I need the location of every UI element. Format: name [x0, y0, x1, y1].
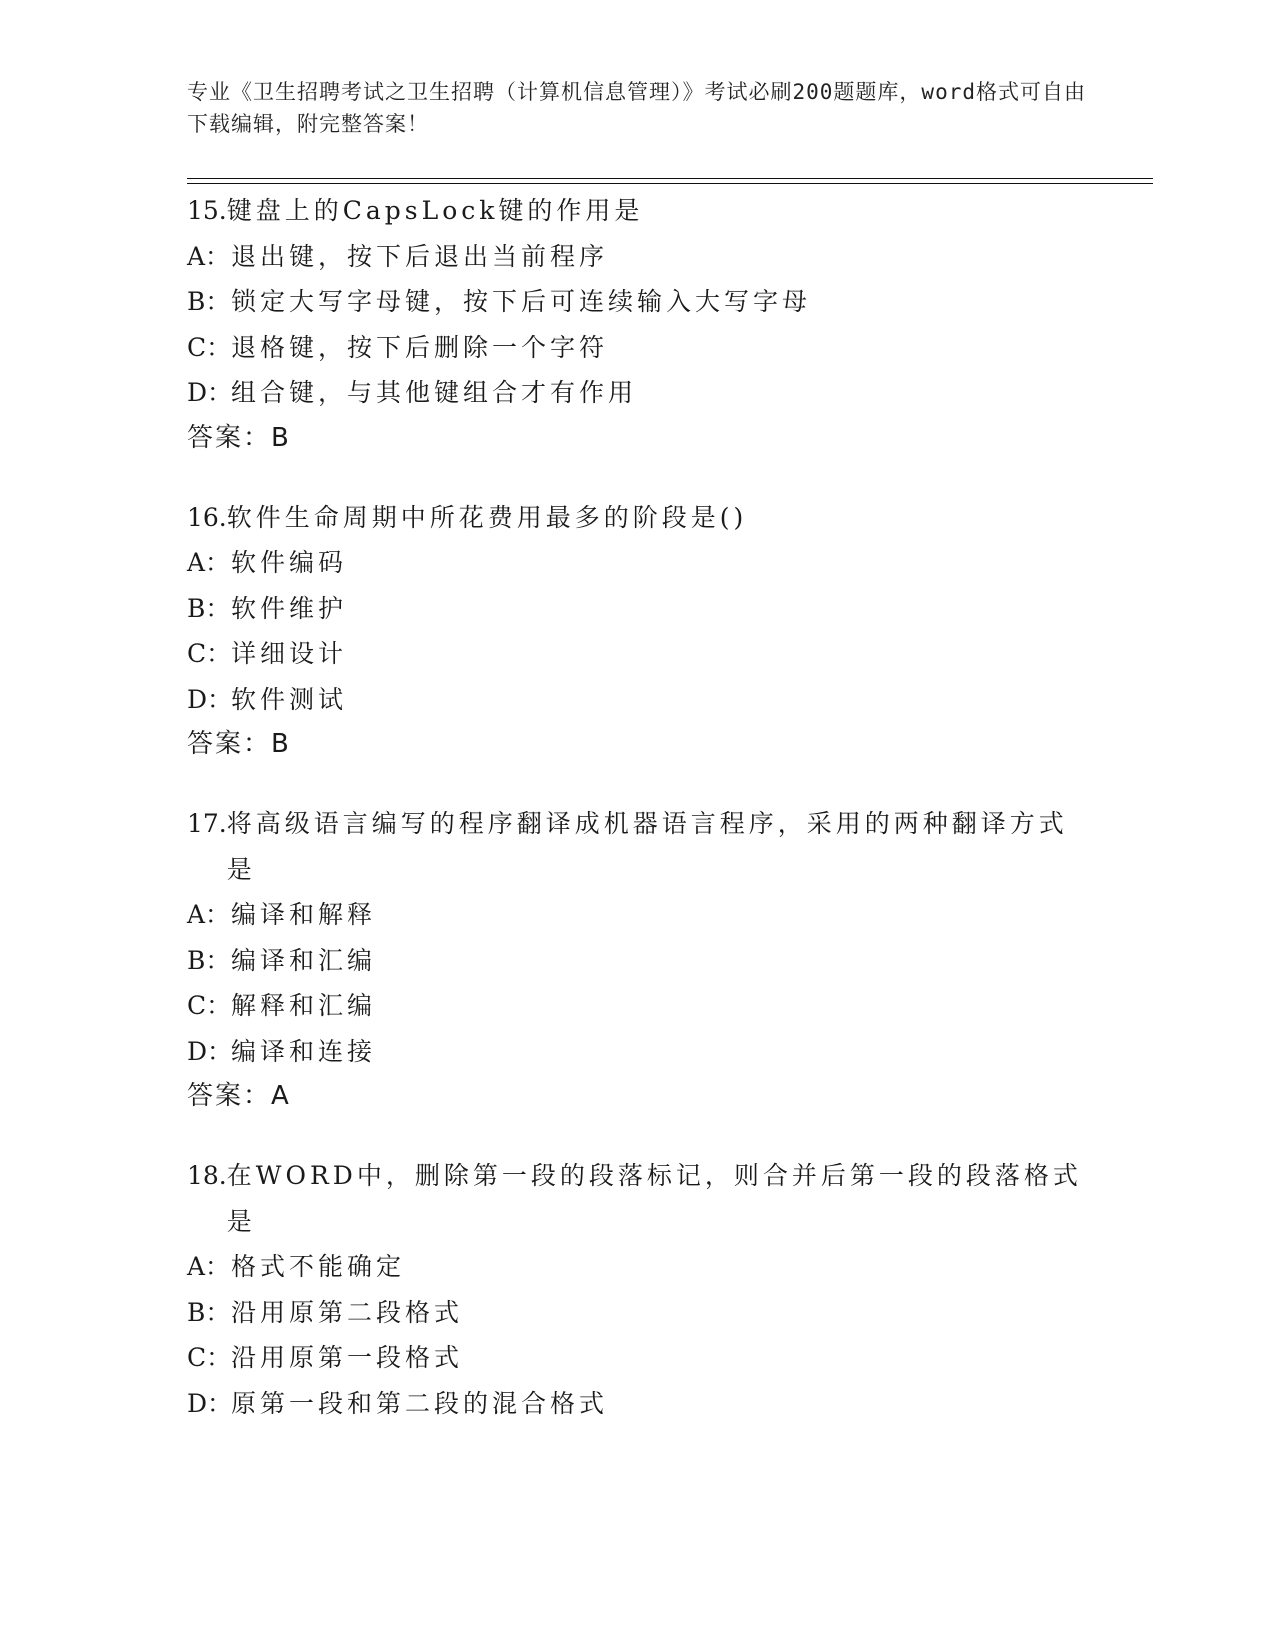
option-key: B： — [187, 593, 231, 623]
answer-key: 答案：B — [187, 729, 291, 759]
option-key: B： — [187, 945, 231, 975]
answer-option — [187, 983, 1087, 1029]
answer-option — [187, 892, 1087, 938]
option-text: 编译和汇编 — [231, 945, 377, 975]
option-text: 详细设计 — [231, 639, 348, 668]
answer-option — [187, 1381, 1087, 1427]
question-number: 18. — [187, 1161, 227, 1190]
question-text: 将高级语言编写的程序翻译成机器语言程序，采用的两种翻译方式是 — [226, 809, 1068, 884]
option-key: D： — [187, 1036, 233, 1066]
document-header: 专业《卫生招聘考试之卫生招聘（计算机信息管理）》考试必刷200题题库，word格式可自由下载编辑，附完整答案！ — [187, 80, 1086, 136]
option-key: B： — [187, 1297, 231, 1327]
option-key: A： — [187, 1252, 231, 1281]
option-key: D： — [187, 378, 233, 407]
answer-option — [187, 1244, 1087, 1290]
option-key: C： — [187, 332, 232, 362]
answer-option — [187, 540, 1087, 586]
option-text: 软件测试 — [231, 684, 348, 714]
question-number: 16. — [187, 502, 227, 532]
question-number: 15. — [187, 196, 227, 225]
option-text: 沿用原第一段格式 — [231, 1343, 464, 1372]
question-stem — [187, 188, 1087, 234]
option-key: D： — [187, 684, 233, 714]
question-item — [187, 495, 1087, 768]
option-text: 格式不能确定 — [231, 1252, 406, 1281]
question-list — [187, 188, 1087, 1460]
option-key: C： — [187, 639, 232, 668]
question-item — [187, 188, 1087, 461]
option-key: A： — [187, 900, 231, 929]
option-text: 编译和解释 — [231, 900, 377, 929]
answer-key: 答案：B — [187, 422, 291, 453]
option-key: C： — [187, 1343, 232, 1372]
answer-option — [187, 631, 1087, 677]
option-text: 退出键，按下后退出当前程序 — [231, 241, 609, 271]
question-stem — [187, 495, 1087, 541]
question-item — [187, 1153, 1087, 1426]
question-stem — [187, 1153, 1087, 1244]
option-text: 解释和汇编 — [231, 991, 377, 1020]
question-text: 键盘上的CapsLock键的作用是 — [226, 196, 644, 225]
answer-option — [187, 586, 1087, 632]
question-number: 17. — [187, 809, 227, 838]
option-text: 沿用原第二段格式 — [231, 1297, 464, 1327]
option-key: C： — [187, 991, 232, 1020]
answer-key: 答案：A — [187, 1081, 291, 1111]
answer-option — [187, 234, 1087, 280]
option-text: 组合键，与其他键组合才有作用 — [231, 378, 638, 407]
option-text: 锁定大写字母键，按下后可连续输入大写字母 — [231, 287, 812, 316]
question-stem — [187, 801, 1087, 892]
option-text: 原第一段和第二段的混合格式 — [231, 1388, 609, 1418]
answer-option — [187, 1029, 1087, 1075]
header-rule-bottom — [187, 183, 1153, 184]
answer-option — [187, 1290, 1087, 1336]
option-key: D： — [187, 1388, 233, 1418]
option-text: 退格键，按下后删除一个字符 — [231, 332, 609, 362]
answer-option — [187, 938, 1087, 984]
option-key: B： — [187, 287, 231, 316]
option-key: A： — [187, 241, 231, 271]
answer-option — [187, 325, 1087, 371]
option-text: 软件维护 — [231, 593, 348, 623]
option-text: 软件编码 — [231, 548, 348, 577]
question-text: 在WORD中，删除第一段的段落标记，则合并后第一段的段落格式是 — [226, 1161, 1082, 1236]
answer-option — [187, 677, 1087, 723]
header-rule-top — [187, 178, 1153, 179]
option-text: 编译和连接 — [231, 1036, 377, 1066]
question-item — [187, 801, 1087, 1119]
option-key: A： — [187, 548, 231, 577]
question-text: 软件生命周期中所花费用最多的阶段是() — [226, 502, 748, 532]
answer-option — [187, 1335, 1087, 1381]
answer-option — [187, 370, 1087, 416]
answer-option — [187, 279, 1087, 325]
